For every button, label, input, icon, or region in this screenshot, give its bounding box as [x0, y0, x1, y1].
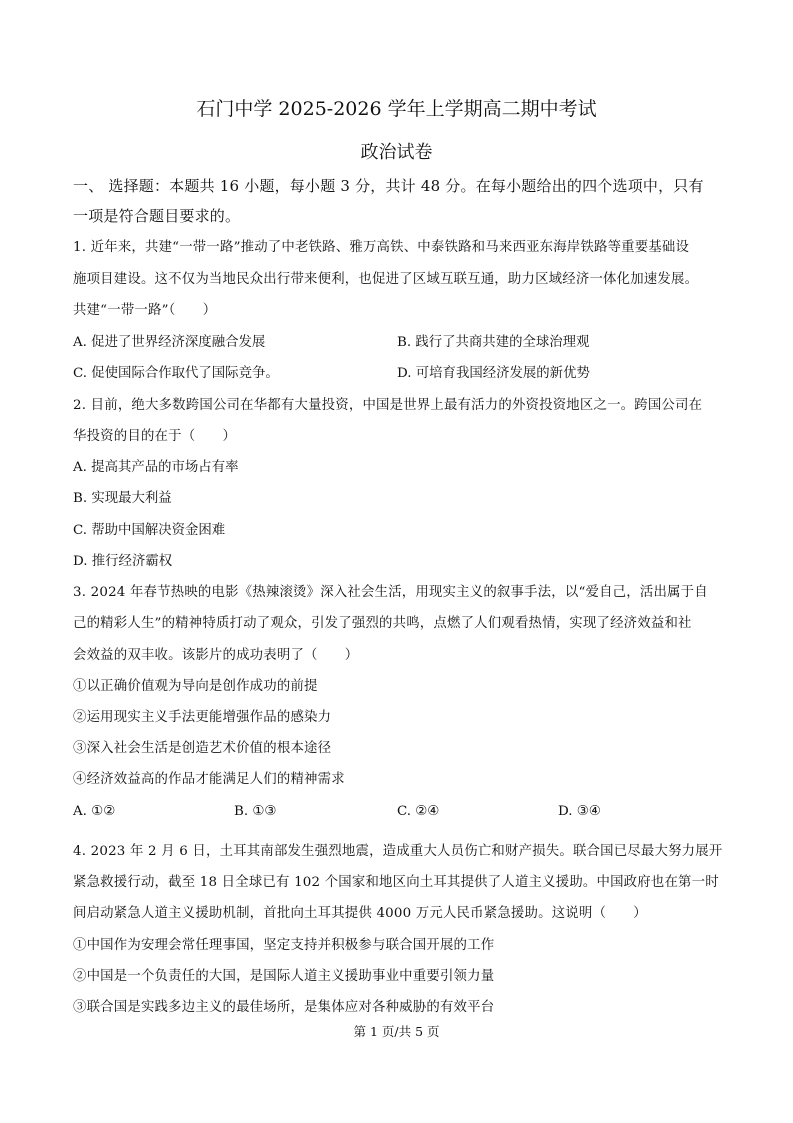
q1-option-c[interactable]: C. 促使国际合作取代了国际竞争。 — [73, 366, 279, 381]
q4-item-3: ③联合国是实践多边主义的最佳场所，是集体应对各种威胁的有效平台 — [73, 1000, 495, 1015]
q3-stem-line-1: 3. 2024 年春节热映的电影《热辣滚烫》深入社会生活，用现实主义的叙事手法，以“爱自己，活出属于自 — [73, 585, 708, 600]
q2-stem-line-2: 华投资的目的在于（ ） — [73, 429, 237, 444]
q3-stem-line-2: 己的精彩人生”的精神特质打动了观众，引发了强烈的共鸣，点燃了人们观看热情，实现了经济效益和社 — [73, 616, 692, 631]
q3-item-1: ①以正确价值观为导向是创作成功的前提 — [73, 679, 318, 694]
q2-option-d[interactable]: D. 推行经济霸权 — [73, 554, 173, 569]
q3-item-4: ④经济效益高的作品才能满足人们的精神需求 — [73, 772, 345, 787]
q4-item-2: ②中国是一个负责任的大国，是国际人道主义援助事业中重要引领力量 — [73, 969, 495, 984]
q3-option-d[interactable]: D. ③④ — [558, 804, 601, 819]
q3-option-b[interactable]: B. ①③ — [234, 804, 277, 819]
q1-stem-line-3: 共建“一带一路”（ ） — [73, 303, 217, 318]
q3-item-2: ②运用现实主义手法更能增强作品的感染力 — [73, 710, 332, 725]
q2-option-a[interactable]: A. 提高其产品的市场占有率 — [73, 460, 239, 475]
page-footer: 第 1 页/共 5 页 — [353, 1024, 440, 1039]
q3-option-c[interactable]: C. ②④ — [397, 804, 440, 819]
exam-title: 石门中学 2025-2026 学年上学期高二期中考试 — [196, 98, 597, 120]
q4-stem-line-2: 紧急救援行动，截至 18 日全球已有 102 个国家和地区向土耳其提供了人道主义援助。中国政府也在第一时 — [73, 875, 719, 890]
q2-stem-line-1: 2. 目前，绝大多数跨国公司在华都有大量投资，中国是世界上最有活力的外资投资地区之一。跨国公司在 — [73, 398, 703, 413]
q2-option-c[interactable]: C. 帮助中国解决资金困难 — [73, 523, 226, 538]
section-heading-line-2: 一项是符合题目要求的。 — [73, 207, 241, 225]
q1-option-b[interactable]: B. 践行了共商共建的全球治理观 — [397, 335, 590, 350]
q1-stem-line-1: 1. 近年来，共建“一带一路”推动了中老铁路、雅万高铁、中泰铁路和马来西亚东海岸铁路等重要基础设 — [73, 240, 690, 255]
q4-stem-line-1: 4. 2023 年 2 月 6 日，土耳其南部发生强烈地震，造成重大人员伤亡和财产损失。联合国已尽最大努力展开 — [73, 844, 723, 859]
q3-stem-line-3: 会效益的双丰收。该影片的成功表明了（ ） — [73, 648, 359, 663]
exam-subtitle: 政治试卷 — [360, 142, 433, 163]
q1-option-d[interactable]: D. 可培育我国经济发展的新优势 — [397, 366, 590, 381]
q4-stem-line-3: 间启动紧急人道主义援助机制，首批向土耳其提供 4000 万元人民币紧急援助。这说明（ ） — [73, 906, 647, 921]
q3-item-3: ③深入社会生活是创造艺术价值的根本途径 — [73, 741, 332, 756]
section-heading-line-1: 一、 选择题：本题共 16 小题，每小题 3 分，共计 48 分。在每小题给出的四个选项中，只有 — [73, 177, 704, 195]
q1-stem-line-2: 施项目建设。这不仅为当地民众出行带来便利，也促进了区域互联互通，助力区域经济一体化加速发展。 — [73, 272, 699, 287]
q1-option-a[interactable]: A. 促进了世界经济深度融合发展 — [73, 335, 266, 350]
q3-option-a[interactable]: A. ①② — [73, 804, 116, 819]
q4-item-1: ①中国作为安理会常任理事国，坚定支持并积极参与联合国开展的工作 — [73, 938, 495, 953]
q2-option-b[interactable]: B. 实现最大利益 — [73, 491, 172, 506]
